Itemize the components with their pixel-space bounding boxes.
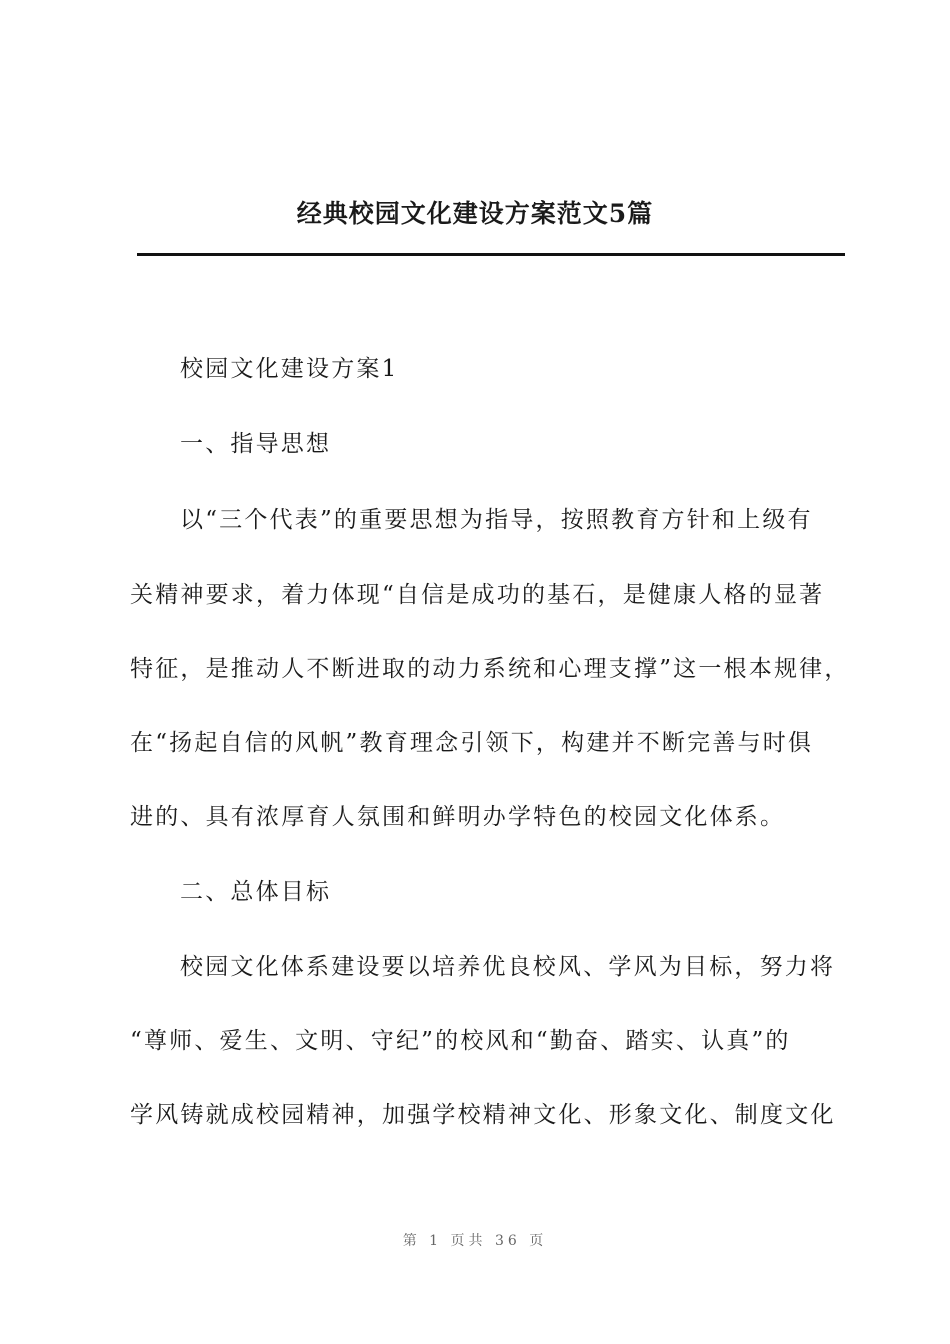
paragraph-line: “尊师、爱生、文明、守纪”的校风和“勤奋、踏实、认真”的 <box>130 1028 791 1054</box>
title-divider <box>137 253 845 256</box>
subsection-heading: 一、指导思想 <box>180 431 332 457</box>
subsection-heading: 二、总体目标 <box>180 879 332 905</box>
paragraph-line: 在“扬起自信的风帆”教育理念引领下，构建并不断完善与时俱 <box>130 730 814 756</box>
document-title: 经典校园文化建设方案范文5篇 <box>296 199 654 228</box>
paragraph-line: 校园文化体系建设要以培养优良校风、学风为目标，努力将 <box>180 954 836 980</box>
section-heading: 校园文化建设方案1 <box>180 356 399 382</box>
paragraph-line: 关精神要求，着力体现“自信是成功的基石，是健康人格的显著 <box>130 582 825 608</box>
paragraph-line: 以“三个代表”的重要思想为指导，按照教育方针和上级有 <box>180 507 813 533</box>
paragraph-line: 进的、具有浓厚育人氛围和鲜明办学特色的校园文化体系。 <box>130 804 786 830</box>
page-number-footer: 第 1 页共 36 页 <box>402 1233 548 1249</box>
paragraph-line: 学风铸就成校园精神，加强学校精神文化、形象文化、制度文化 <box>130 1102 836 1128</box>
paragraph-line: 特征，是推动人不断进取的动力系统和心理支撑”这一根本规律， <box>130 656 850 682</box>
